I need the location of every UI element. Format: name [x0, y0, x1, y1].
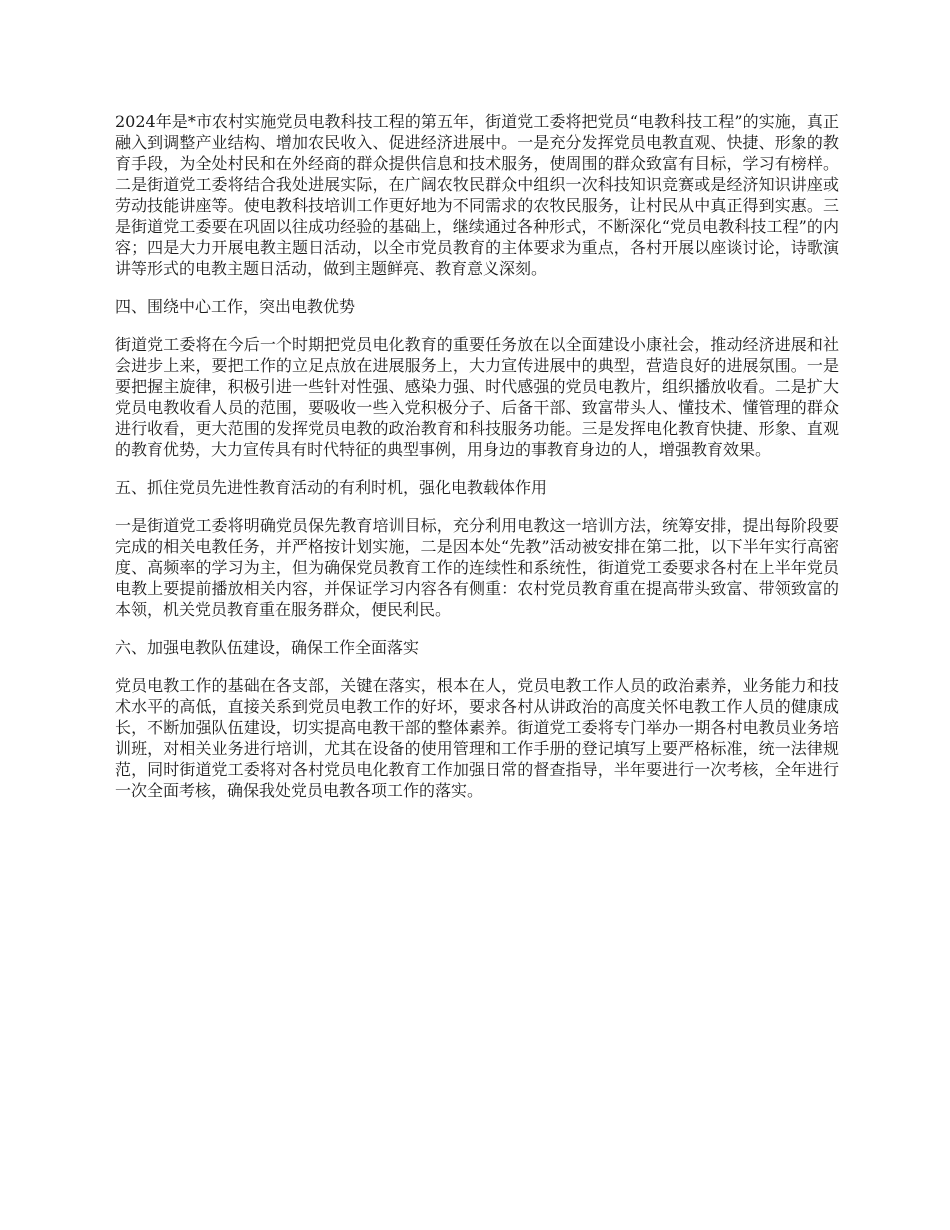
paragraph-section-4: 街道党工委将在今后一个时期把党员电化教育的重要任务放在以全面建设小康社会，推动经济进展和社会进步上来，要把工作的立足点放在进展服务上，大力宣传进展中的典型，营造良好的进展氛围。一是要把握主旋律，积极引进一些针对性强、感染力强、时代感强的党员电教片，组织播放收看。二是扩大党员电教收看人员的范围，要吸收一些入党积极分子、后备干部、致富带头人、懂技术、懂管理的群众进行收看，更大范围的发挥党员电教的政治教育和科技服务功能。三是发挥电化教育快捷、形象、直观的教育优势，大力宣传具有时代特征的典型事例，用身边的事教育身边的人，增强教育效果。 — [115, 335, 839, 459]
section-heading-5: 五、抓住党员先进性教育活动的有利时机，强化电教载体作用 — [115, 478, 548, 497]
section-heading-4: 四、围绕中心工作，突出电教优势 — [115, 297, 356, 316]
paragraph-section-6: 党员电教工作的基础在各支部，关键在落实，根本在人，党员电教工作人员的政治素养，业务能力和技术水平的高低，直接关系到党员电教工作的好坏，要求各村从讲政治的高度关怀电教工作人员的健康成长，不断加强队伍建设，切实提高电教干部的整体素养。街道党工委将专门举办一期各村电教员业务培训班，对相关业务进行培训，尤其在设备的使用管理和工作手册的登记填写上要严格标准，统一法律规范，同时街道党工委将对各村党员电化教育工作加强日常的督查指导，半年要进行一次考核，全年进行一次全面考核，确保我处党员电教各项工作的落实。 — [115, 676, 839, 800]
section-heading-6: 六、加强电教队伍建设，确保工作全面落实 — [115, 638, 420, 657]
paragraph-section-5: 一是街道党工委将明确党员保先教育培训目标，充分利用电教这一培训方法，统筹安排，提出每阶段要完成的相关电教任务，并严格按计划实施，二是因本处“先教”活动被安排在第二批，以下半年实行高密度、高频率的学习为主，但为确保党员教育工作的连续性和系统性，街道党工委要求各村在上半年党员电教上要提前播放相关内容，并保证学习内容各有侧重：农村党员教育重在提高带头致富、带领致富的本领，机关党员教育重在服务群众，便民利民。 — [115, 516, 839, 619]
document-body — [115, 111, 839, 818]
paragraph-intro: 2024年是*市农村实施党员电教科技工程的第五年，街道党工委将把党员“电教科技工程”的实施，真正融入到调整产业结构、增加农民收入、促进经济进展中。一是充分发挥党员电教直观、快捷、形象的教育手段，为全处村民和在外经商的群众提供信息和技术服务，使周围的群众致富有目标，学习有榜样。二是街道党工委将结合我处进展实际，在广阔农牧民群众中组织一次科技知识竞赛或是经济知识讲座或劳动技能讲座等。使电教科技培训工作更好地为不同需求的农牧民服务，让村民从中真正得到实惠。三是街道党工委要在巩固以往成功经验的基础上，继续通过各种形式，不断深化“党员电教科技工程”的内容；四是大力开展电教主题日活动，以全市党员教育的主体要求为重点，各村开展以座谈讨论，诗歌演讲等形式的电教主题日活动，做到主题鲜亮、教育意义深刻。 — [115, 112, 839, 278]
